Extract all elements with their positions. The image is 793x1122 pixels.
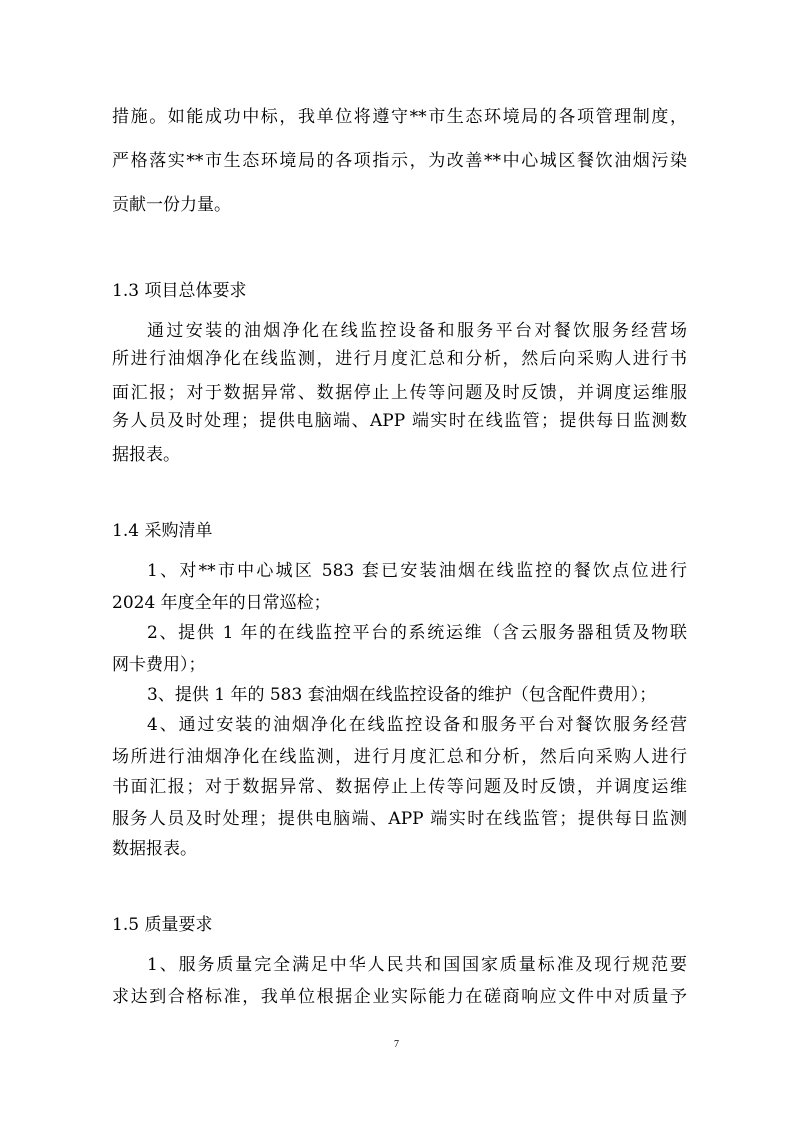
- section-1-5-line: 1、服务质量完全满足中华人民共和国国家质量标准及现行规范要: [147, 955, 687, 975]
- section-1-4-line: 4、通过安装的油烟净化在线监控设备和服务平台对餐饮服务经营: [147, 715, 687, 735]
- page-number: 7: [394, 1039, 399, 1050]
- section-1-4-line: 网卡费用）；: [112, 655, 206, 675]
- section-1-4-line: 书面汇报；对于数据异常、数据停止上传等问题及时反馈，并调度运维: [112, 777, 687, 797]
- section-1-4-line: 1、对**市中心城区 583 套已安装油烟在线监控的餐饮点位进行: [147, 561, 687, 581]
- intro-line-1: 措施。如能成功中标，我单位将遵守**市生态环境局的各项管理制度，: [112, 107, 687, 127]
- section-1-3-line: 务人员及时处理；提供电脑端、APP 端实时在线监管；提供每日监测数: [112, 411, 687, 431]
- section-1-5-heading: 1.5 质量要求: [112, 915, 213, 935]
- section-1-4-line: 数据报表。: [112, 839, 197, 859]
- section-1-3-heading: 1.3 项目总体要求: [112, 281, 247, 301]
- section-1-5-line: 求达到合格标准，我单位根据企业实际能力在磋商响应文件中对质量予: [112, 987, 687, 1007]
- section-1-4-heading: 1.4 采购清单: [112, 521, 213, 541]
- section-1-4-line: 服务人员及时处理；提供电脑端、APP 端实时在线监管；提供每日监测: [112, 809, 687, 829]
- section-1-4-line: 3、提供 1 年的 583 套油烟在线监控设备的维护（包含配件费用）；: [147, 685, 657, 705]
- intro-line-2: 严格落实**市生态环境局的各项指示，为改善**中心城区餐饮油烟污染: [112, 151, 687, 171]
- section-1-3-line: 通过安装的油烟净化在线监控设备和服务平台对餐饮服务经营场: [147, 321, 687, 341]
- section-1-4-line: 2、提供 1 年的在线监控平台的系统运维（含云服务器租赁及物联: [147, 623, 687, 643]
- section-1-4-line: 2024 年度全年的日常巡检；: [112, 593, 331, 613]
- section-1-3-line: 面汇报；对于数据异常、数据停止上传等问题及时反馈，并调度运维服: [112, 383, 687, 403]
- intro-line-3: 贡献一份力量。: [112, 195, 231, 215]
- section-1-3-line: 所进行油烟净化在线监测，进行月度汇总和分析，然后向采购人进行书: [112, 349, 687, 369]
- section-1-4-line: 场所进行油烟净化在线监测，进行月度汇总和分析，然后向采购人进行: [112, 747, 687, 767]
- section-1-3-line: 据报表。: [112, 445, 180, 465]
